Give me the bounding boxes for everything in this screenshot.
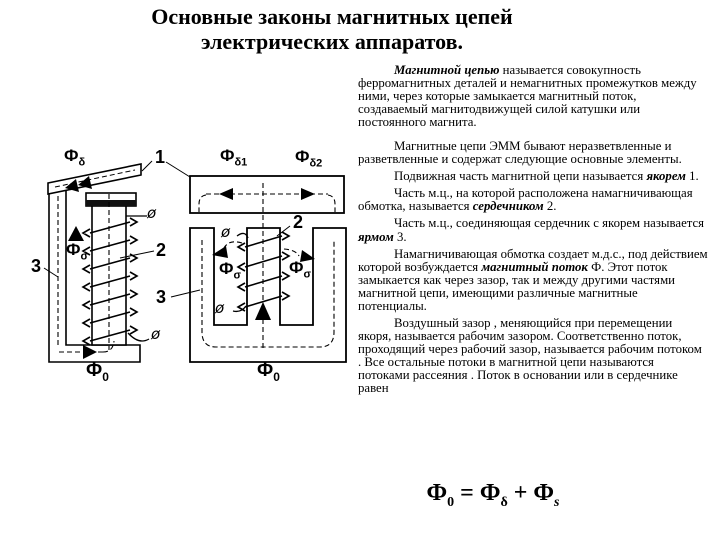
body-segment: называется совокупность ферромагнитных деталей и немагнитных промежутков между ними, через которые замыкается магнитный поток, создаваемый магнитодвижущей силой катушки или постоянного магнита.: [358, 63, 697, 130]
title-line-1: Основные законы магнитных цепей: [151, 4, 513, 29]
formula-subscript: δ: [500, 494, 508, 510]
left-magnet-figure: [48, 164, 149, 362]
flux-label-phi-delta1: $Ф_{\delta 1}$: [220, 146, 248, 169]
leakage-flux-arrow-left-figure: [68, 226, 84, 241]
part-label-yoke-left: 3: [31, 256, 42, 276]
body-segment: Часть м.ц., на которой расположена намагничивающая обмотка, называется: [358, 186, 693, 214]
term-emphasis: ярмом: [358, 229, 394, 244]
part-label-core-right: 2: [293, 212, 304, 232]
term-emphasis: Магнитной цепью: [394, 63, 500, 77]
coil-terminal-wires-left: [126, 216, 149, 341]
coil-terminal-icon: ø: [147, 204, 157, 222]
part-label-core-left: 2: [156, 240, 167, 260]
body-segment: Подвижная часть магнитной цепи называется: [394, 169, 647, 184]
body-paragraph: [358, 170, 708, 183]
right-magnet-figure: [190, 176, 346, 362]
flux-label-phi-delta: $Ф_\delta$: [64, 146, 86, 169]
body-paragraph: [358, 248, 708, 313]
body-segment: Магнитные цепи ЭММ бывают неразветвленные и разветвленные и содержат следующие основные элементы.: [358, 139, 682, 167]
part-label-armature: 1: [155, 147, 166, 167]
term-emphasis: магнитный поток: [481, 259, 588, 274]
coil-terminal-icon: ø: [151, 325, 161, 343]
body-text: [358, 64, 708, 399]
title-line-2: электрических аппаратов.: [200, 29, 463, 54]
flux-label-phi-zero-right: $Ф_0$: [257, 360, 280, 384]
flux-label-phi-sigma-right-outer: $Ф_\sigma$: [289, 258, 312, 281]
body-paragraph: [358, 217, 708, 243]
body-paragraph: [358, 317, 708, 395]
term-emphasis: сердечником: [472, 199, 544, 214]
flux-label-phi-sigma-left: $Ф_\sigma$: [66, 240, 89, 263]
body-segment: Намагничивающая обмотка создает м.д.с., под действием которой возбуждается: [358, 246, 708, 274]
formula-subscript: s: [554, 494, 560, 510]
part-label-yoke-right: 3: [156, 287, 167, 307]
yoke-right-figure: [190, 228, 346, 362]
formula-term: Ф: [533, 480, 555, 506]
flux-label-phi-delta2: $Ф_{\delta 2}$: [295, 147, 323, 170]
flux-label-phi-sigma-right-inner: $Ф_\sigma$: [219, 259, 242, 282]
body-paragraph: [358, 140, 708, 166]
body-paragraph: [358, 187, 708, 213]
body-segment: 1.: [685, 169, 699, 184]
formula-subscript: 0: [447, 494, 455, 510]
coil-terminal-icon: ø: [215, 299, 225, 317]
formula-term: Ф: [426, 480, 448, 506]
body-segment: 3.: [393, 229, 407, 244]
body-paragraph: [358, 64, 708, 129]
formula-term: =: [454, 480, 480, 506]
flux-label-phi-zero-left: $Ф_0$: [86, 360, 109, 384]
leader-label-1: [142, 161, 190, 177]
coil-terminal-icon: ø: [221, 223, 231, 241]
body-segment: 2.: [543, 199, 557, 214]
term-emphasis: якорем: [646, 169, 686, 184]
flux-formula: [398, 480, 588, 511]
body-segment: Часть м.ц., соединяющая сердечник с якорем называется: [394, 216, 705, 231]
body-segment: Ф. Этот поток замыкается как через зазор, так и между другими частями магнитной цепи, имеющими различные магнитные потенциалы.: [358, 259, 676, 313]
formula-term: +: [507, 480, 534, 506]
formula-term: Ф: [479, 480, 501, 506]
body-segment: Воздушный зазор , меняющийся при перемещении якоря, называется рабочим зазором. Соответственно поток, проходящий через рабочий зазор, называется рабочим потоком . Все остальные потоки в магнитной цепи называются потоками рассеяния . Поток в основании или в сердечнике равен: [358, 315, 702, 396]
